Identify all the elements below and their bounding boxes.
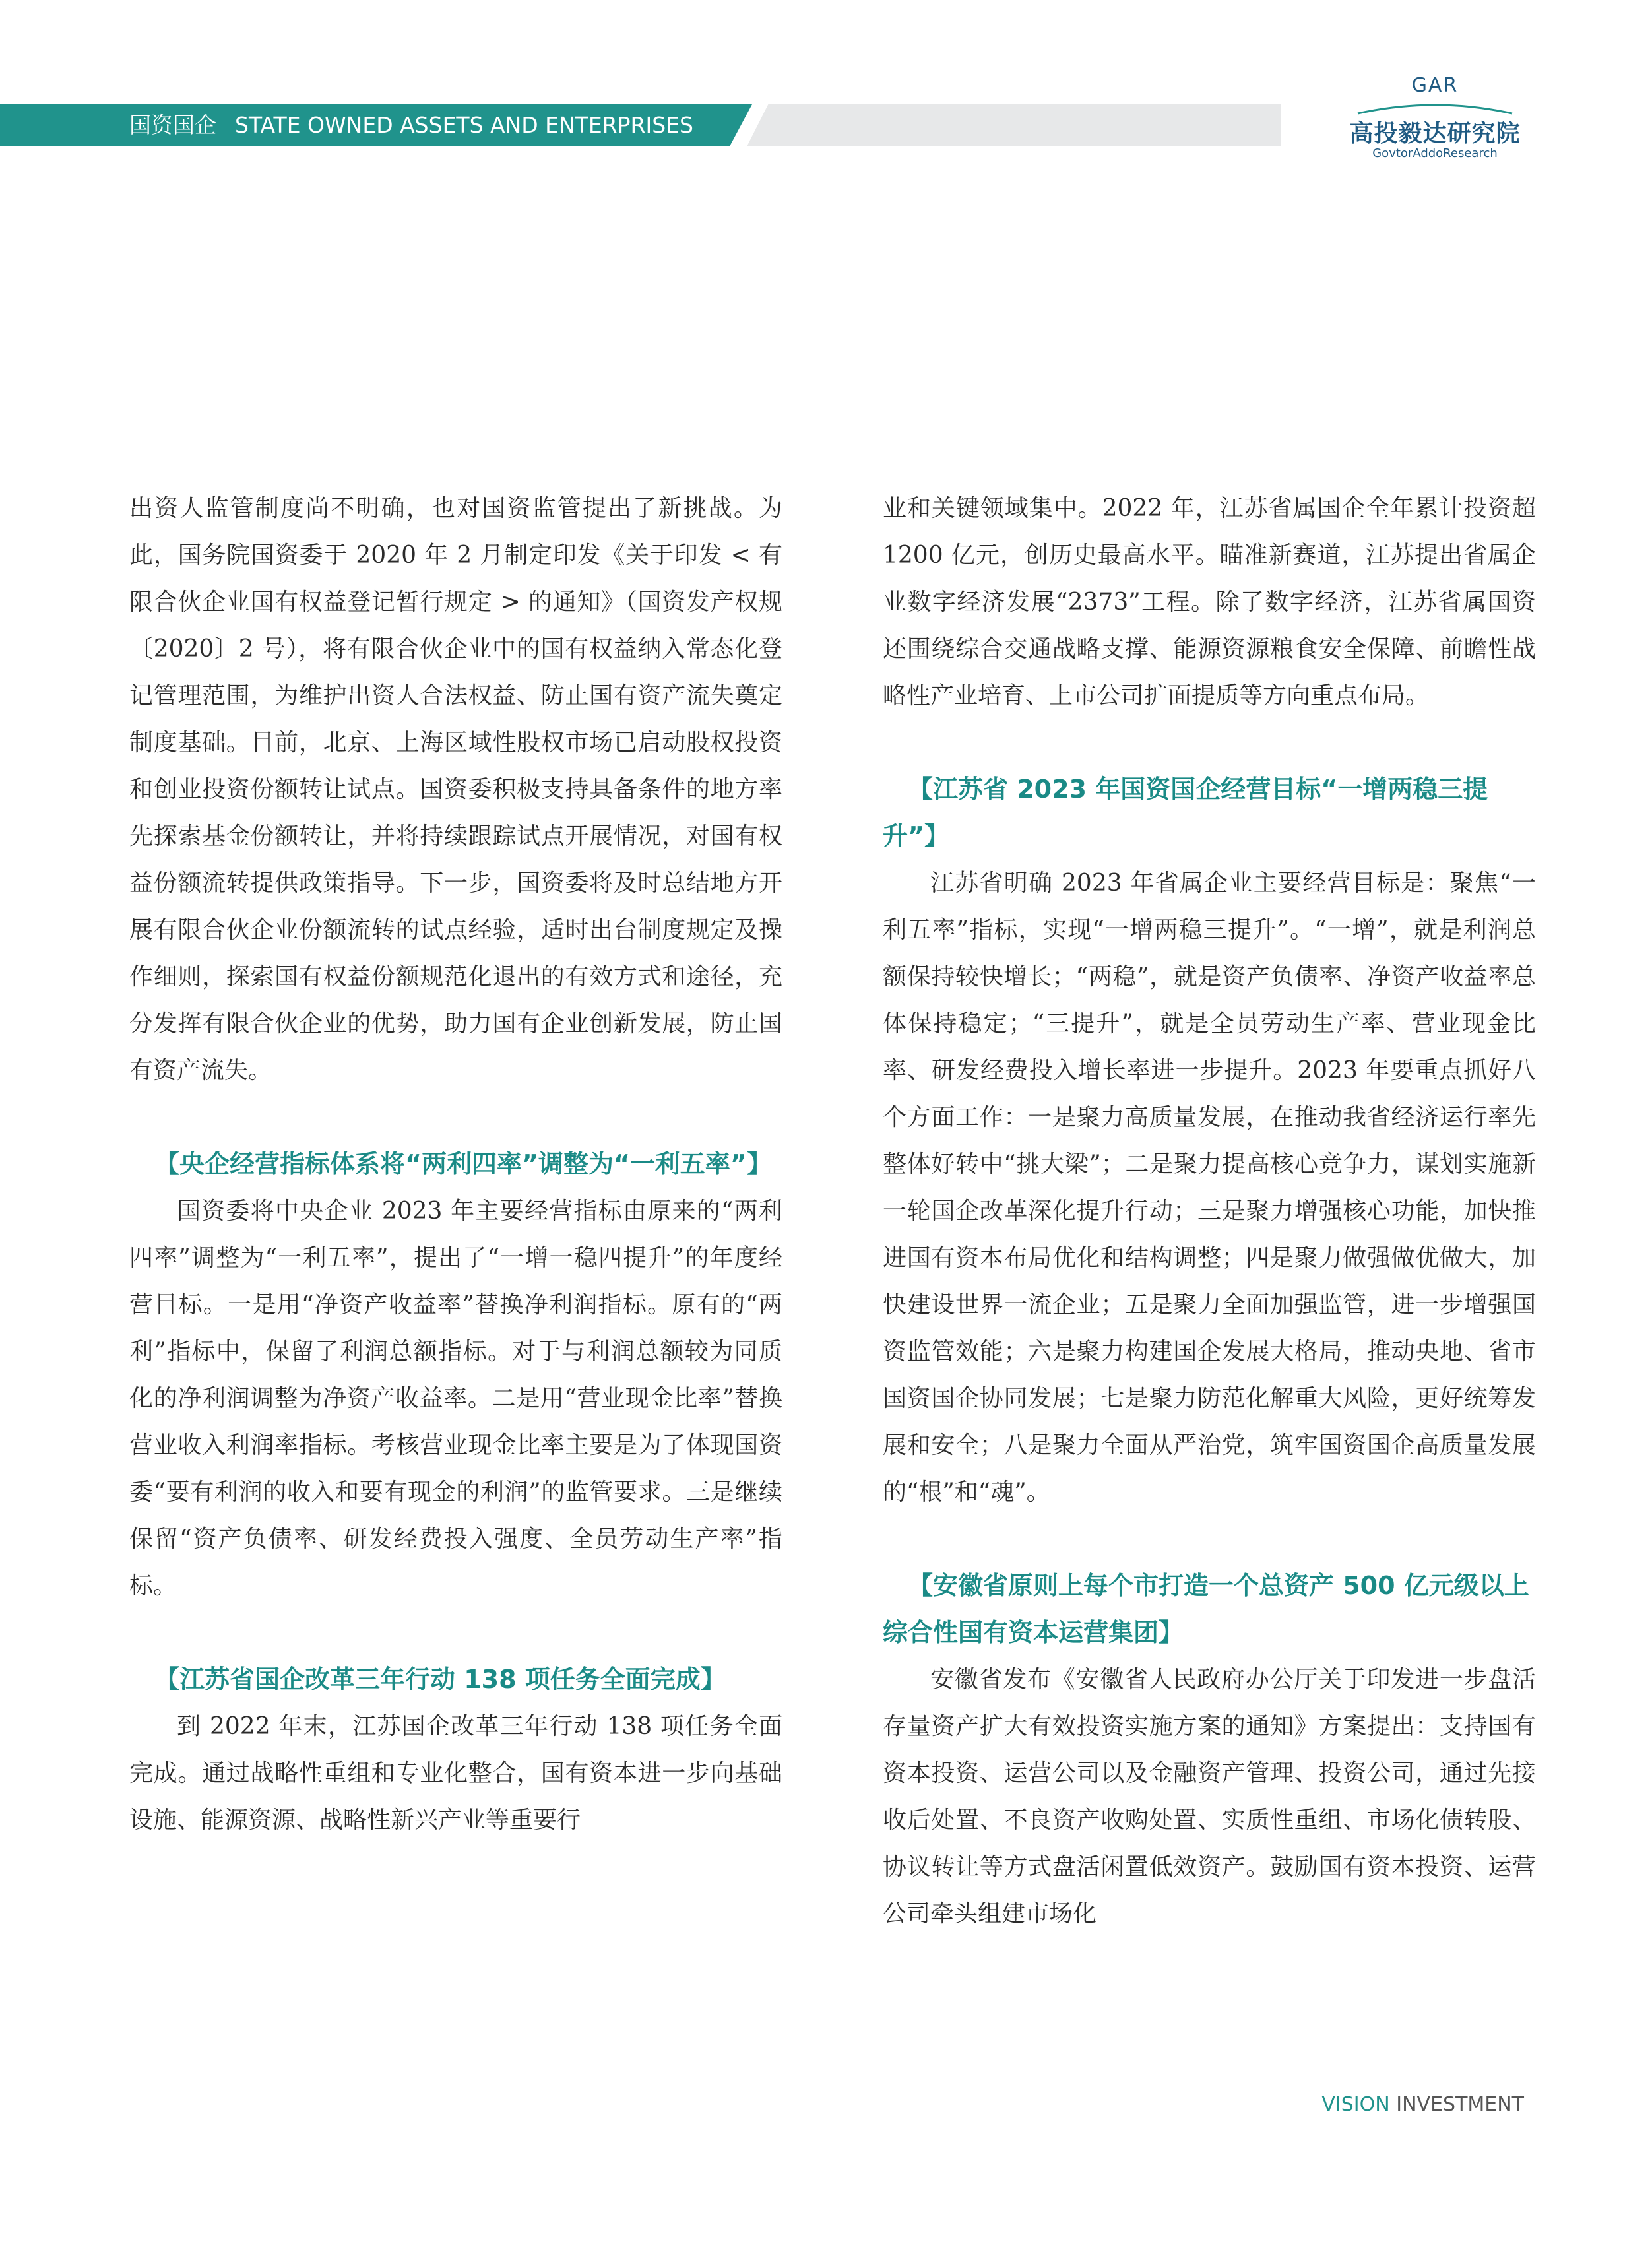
header-gray-band xyxy=(747,104,1281,146)
spacer xyxy=(883,719,1536,766)
left-paragraph-1: 出资人监管制度尚不明确，也对国资监管提出了新挑战。为此，国务院国资委于 2020 年 2 月制定印发《关于印发 < 有限合伙企业国有权益登记暂行规定 > 的通知》（国资发产权规〔2020〕2 号），将有限合伙企业中的国有权益纳入常态化登记管理范围，为维护出资人合法权益、防止国有资产流失奠定制度基础。目前，北京、上海区域性股权市场已启动股权投资和创业投资份额转让试点。国资委积极支持具备条件的地方率先探索基金份额转让，并将持续跟踪试点开展情况，对国有权益份额流转提供政策指导。下一步，国资委将及时总结地方开展有限合伙企业份额流转的试点经验，适时出台制度规定及操作细则，探索国有权益份额规范化退出的有效方式和途径，充分发挥有限合伙企业的优势，助力国有企业创新发展，防止国有资产流失。 xyxy=(129,495,782,1084)
footer-vision: VISION xyxy=(1321,2093,1390,2116)
right-paragraph-3: 安徽省发布《安徽省人民政府办公厅关于印发进一步盘活存量资产扩大有效投资实施方案的通知》方案提出：支持国有资本投资、运营公司以及金融资产管理、投资公司，通过先接收后处置、不良资产收购处置、实质性重组、市场化债转股、协议转让等方式盘活闲置低效资产。鼓励国有资本投资、运营公司牵头组建市场化 xyxy=(883,1666,1536,1927)
spacer xyxy=(883,1516,1536,1562)
right-column xyxy=(883,485,1536,1937)
logo-abbr: GAR xyxy=(1411,74,1459,97)
logo-cn-name: 高投毅达研究院 xyxy=(1349,120,1521,147)
logo-en-name: GovtorAddoResearch xyxy=(1372,146,1498,160)
page-footer xyxy=(1287,2093,1524,2116)
footer-investment: INVESTMENT xyxy=(1389,2093,1524,2116)
gar-logo xyxy=(1326,74,1544,166)
spacer xyxy=(129,1609,782,1656)
left-heading-1: 【央企经营指标体系将“两利四率”调整为“一利五率”】 xyxy=(154,1149,772,1178)
left-paragraph-3: 到 2022 年末，江苏国企改革三年行动 138 项任务全面完成。通过战略性重组和专业化整合，国有资本进一步向基础设施、能源资源、战略性新兴产业等重要行 xyxy=(129,1713,782,1834)
right-paragraph-1: 业和关键领域集中。2022 年，江苏省属国企全年累计投资超 1200 亿元，创历史最高水平。瞄准新赛道，江苏提出省属企业数字经济发展“2373”工程。除了数字经济，江苏省属国资还围绕综合交通战略支撑、能源资源粮食安全保障、前瞻性战略性产业培育、上市公司扩面提质等方向重点布局。 xyxy=(883,495,1536,709)
right-heading-2: 【安徽省原则上每个市打造一个总资产 500 亿元级以上综合性国有资本运营集团】 xyxy=(883,1571,1529,1647)
left-paragraph-2: 国资委将中央企业 2023 年主要经营指标由原来的“两利四率”调整为“一利五率”，提出了“一增一稳四提升”的年度经营目标。一是用“净资产收益率”替换净利润指标。原有的“两利”指标中，保留了利润总额指标。对于与利润总额较为同质化的净利润调整为净资产收益率。二是用“营业现金比率”替换营业收入利润率指标。考核营业现金比率主要是为了体现国资委“要有利润的收入和要有现金的利润”的监管要求。三是继续保留“资产负债率、研发经费投入强度、全员劳动生产率”指标。 xyxy=(129,1198,782,1599)
right-paragraph-2: 江苏省明确 2023 年省属企业主要经营目标是：聚焦“一利五率”指标，实现“一增两稳三提升”。“一增”，就是利润总额保持较快增长；“两稳”，就是资产负债率、净资产收益率总体保持稳定；“三提升”，就是全员劳动生产率、营业现金比率、研发经费投入增长率进一步提升。2023 年要重点抓好八个方面工作：一是聚力高质量发展，在推动我省经济运行率先整体好转中“挑大梁”；二是聚力提高核心竞争力，谋划实施新一轮国企改革深化提升行动；三是聚力增强核心功能，加快推进国有资本布局优化和结构调整；四是聚力做强做优做大，加快建设世界一流企业；五是聚力全面加强监管，进一步增强国资监管效能；六是聚力构建国企发展大格局，推动央地、省市国资国企协同发展；七是聚力防范化解重大风险，更好统筹发展和安全；八是聚力全面从严治党，筑牢国资国企高质量发展的“根”和“魂”。 xyxy=(883,870,1536,1506)
section-header-cn: 国资国企 xyxy=(129,112,216,138)
logo-arc-icon xyxy=(1355,100,1515,115)
right-heading-1: 【江苏省 2023 年国资国企经营目标“一增两稳三提升”】 xyxy=(883,775,1488,851)
spacer xyxy=(129,1094,782,1141)
left-column xyxy=(129,485,782,1844)
left-heading-2: 【江苏省国企改革三年行动 138 项任务全面完成】 xyxy=(154,1665,726,1694)
section-header xyxy=(129,112,693,139)
section-header-en: STATE OWNED ASSETS AND ENTERPRISES xyxy=(235,112,693,138)
